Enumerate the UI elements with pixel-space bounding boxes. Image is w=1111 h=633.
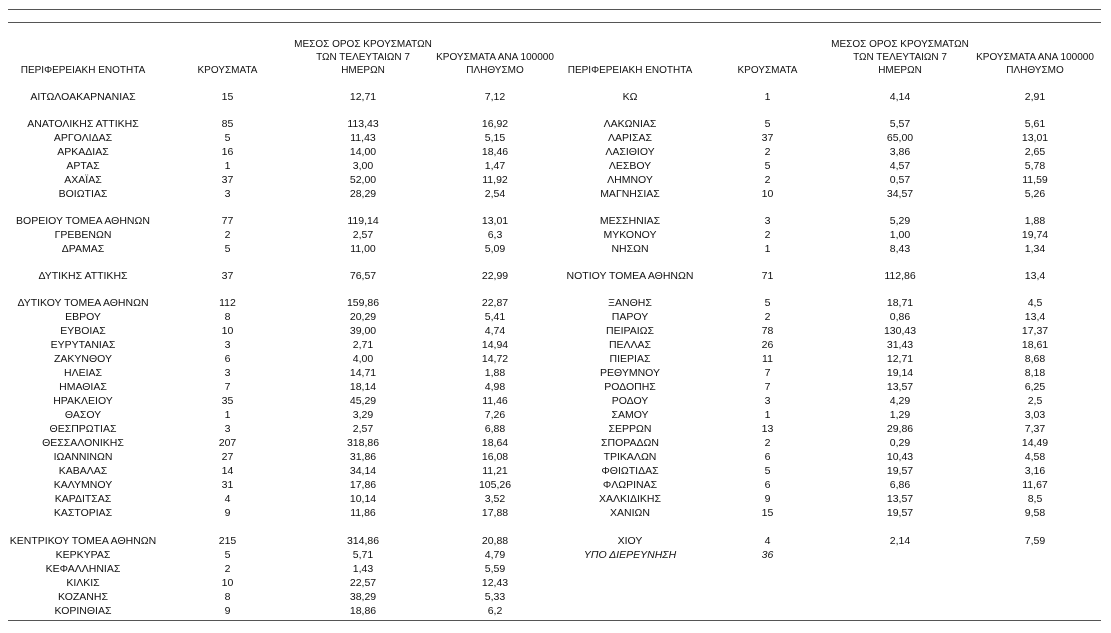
- table-cell-avg: 4,00: [352, 353, 374, 365]
- table-cell-name: ΥΠΟ ΔΙΕΡΕΥΝΗΣΗ: [583, 549, 677, 561]
- table-cell-per: 6,25: [1024, 381, 1046, 393]
- table-cell-name: ΜΕΣΣΗΝΙΑΣ: [599, 215, 661, 227]
- table-cell-avg: 31,86: [349, 451, 377, 463]
- table-cell-cases: 10: [221, 325, 234, 337]
- table-cell-avg: 18,14: [349, 381, 377, 393]
- table-cell-cases: 4: [764, 535, 771, 547]
- table-cell-name: ΕΥΒΟΙΑΣ: [60, 325, 106, 337]
- table-cell-avg: 130,43: [883, 325, 917, 337]
- table-cell-cases: 2: [764, 146, 771, 158]
- table-cell-cases: 4: [224, 493, 231, 505]
- table-cell-cases: 6: [224, 353, 231, 365]
- table-cell-cases: 5: [764, 118, 771, 130]
- table-cell-avg: 1,29: [889, 409, 911, 421]
- table-cell-per: 1,34: [1024, 243, 1046, 255]
- table-cell-cases: 10: [221, 577, 234, 589]
- table-cell-name: ΜΥΚΟΝΟΥ: [603, 229, 657, 241]
- table-cell-per: 8,68: [1024, 353, 1046, 365]
- table-cell-avg: 8,43: [889, 243, 911, 255]
- table-cell-name: ΑΝΑΤΟΛΙΚΗΣ ΑΤΤΙΚΗΣ: [27, 118, 139, 130]
- table-cell-avg: 52,00: [349, 174, 377, 186]
- table-cell-name: ΓΡΕΒΕΝΩΝ: [54, 229, 112, 241]
- table-cell-name: ΛΑΣΙΘΙΟΥ: [605, 146, 655, 158]
- table-cell-cases: 215: [218, 535, 237, 547]
- table-cell-per: 17,88: [481, 507, 509, 519]
- table-cell-cases: 9: [764, 493, 771, 505]
- table-cell-name: ΚΕΝΤΡΙΚΟΥ ΤΟΜΕΑ ΑΘΗΝΩΝ: [9, 535, 157, 547]
- table-cell-avg: 12,71: [349, 91, 377, 103]
- table-cell-per: 11,67: [1022, 479, 1048, 491]
- table-cell-cases: 5: [764, 465, 771, 477]
- table-cell-avg: 159,86: [346, 297, 380, 309]
- table-cell-per: 9,58: [1024, 507, 1046, 519]
- table-cell-cases: 1: [224, 160, 231, 172]
- table-cell-name: ΧΑΝΙΩΝ: [610, 507, 650, 519]
- table-cell-cases: 15: [761, 507, 774, 519]
- table-cell-avg: 2,57: [352, 229, 374, 241]
- table-cell-cases: 37: [761, 132, 774, 144]
- table-cell-per: 18,46: [481, 146, 509, 158]
- table-cell-avg: 5,71: [352, 549, 374, 561]
- table-cell-per: 3,52: [484, 493, 506, 505]
- table-cell-avg: 3,00: [352, 160, 374, 172]
- table-cell-avg: 17,86: [349, 479, 377, 491]
- table-cell-cases: 7: [764, 381, 771, 393]
- table-cell-name: ΑΧΑΪΑΣ: [64, 174, 102, 186]
- table-cell-avg: 113,43: [347, 118, 379, 130]
- table-cell-avg: 19,57: [886, 507, 914, 519]
- table-cell-avg: 19,14: [886, 367, 914, 379]
- table-cell-name: ΠΕΛΛΑΣ: [608, 339, 652, 351]
- table-cell-name: ΒΟΙΩΤΙΑΣ: [58, 188, 108, 200]
- table-cell-cases: 9: [224, 507, 231, 519]
- table-cell-cases: 85: [221, 118, 234, 130]
- table-cell-name: ΗΡΑΚΛΕΙΟΥ: [53, 395, 113, 407]
- table-cell-per: 6,88: [484, 423, 506, 435]
- table-cell-name: ΗΜΑΘΙΑΣ: [59, 381, 107, 393]
- table-cell-per: 13,4: [1024, 311, 1046, 323]
- table-cell-name: ΛΑΡΙΣΑΣ: [608, 132, 652, 144]
- table-cell-avg: 4,57: [889, 160, 911, 172]
- table-cell-per: 18,64: [481, 437, 509, 449]
- table-cell-cases: 27: [221, 451, 234, 463]
- table-cell-name: ΚΕΦΑΛΛΗΝΙΑΣ: [45, 563, 121, 575]
- table-cell-per: 11,21: [482, 465, 508, 477]
- table-cell-avg: 11,43: [350, 132, 376, 144]
- table-cell-cases: 2: [224, 563, 231, 575]
- table-cell-name: ΧΙΟΥ: [617, 535, 643, 547]
- table-cell-avg: 39,00: [349, 325, 377, 337]
- table-cell-avg: 45,29: [349, 395, 377, 407]
- table-cell-per: 6,2: [487, 605, 503, 617]
- table-cell-avg: 6,86: [889, 479, 911, 491]
- table-cell-per: 5,09: [484, 243, 506, 255]
- table-cell-per: 2,54: [484, 188, 506, 200]
- table-cell-avg: 11,00: [350, 243, 376, 255]
- table-cell-avg: 28,29: [349, 188, 377, 200]
- table-cell-avg: 11,86: [350, 507, 376, 519]
- table-cell-name: ΚΟΡΙΝΘΙΑΣ: [54, 605, 112, 617]
- table-cell-avg: 119,14: [347, 215, 379, 227]
- table-cell-name: ΔΥΤΙΚΗΣ ΑΤΤΙΚΗΣ: [38, 270, 128, 282]
- table-cell-name: ΣΠΟΡΑΔΩΝ: [601, 437, 659, 449]
- table-cell-avg: 1,00: [889, 229, 911, 241]
- table-cell-name: ΚΕΡΚΥΡΑΣ: [55, 549, 111, 561]
- table-cell-name: ΑΡΓΟΛΙΔΑΣ: [53, 132, 113, 144]
- table-cell-cases: 31: [221, 479, 234, 491]
- table-cell-cases: 36: [761, 549, 774, 561]
- table-cell-avg: 34,57: [886, 188, 914, 200]
- table-cell-name: ΡΟΔΟΥ: [611, 395, 649, 407]
- table-cell-name: ΣΑΜΟΥ: [611, 409, 649, 421]
- table-cell-avg: 38,29: [349, 591, 377, 603]
- table-cell-per: 5,41: [484, 311, 506, 323]
- table-cell-name: ΑΙΤΩΛΟΑΚΑΡΝΑΝΙΑΣ: [30, 91, 136, 103]
- table-cell-name: ΙΩΑΝΝΙΝΩΝ: [53, 451, 113, 463]
- table-cell-cases: 2: [764, 437, 771, 449]
- table-cell-avg: 18,86: [349, 605, 377, 617]
- table-cell-avg: 18,71: [886, 297, 914, 309]
- table-cell-avg: 1,43: [352, 563, 374, 575]
- table-cell-avg: 5,29: [889, 215, 911, 227]
- table-cell-cases: 1: [764, 243, 771, 255]
- table-cell-name: ΚΩ: [622, 91, 638, 103]
- table-cell-name: ΜΑΓΝΗΣΙΑΣ: [600, 188, 660, 200]
- table-cell-per: 14,94: [481, 339, 509, 351]
- table-cell-name: ΦΘΙΩΤΙΔΑΣ: [601, 465, 659, 477]
- table-cell-cases: 77: [221, 215, 234, 227]
- table-cell-cases: 2: [764, 311, 771, 323]
- table-cell-name: ΛΑΚΩΝΙΑΣ: [603, 118, 657, 130]
- table-cell-per: 7,59: [1024, 535, 1046, 547]
- table-cell-name: ΒΟΡΕΙΟΥ ΤΟΜΕΑ ΑΘΗΝΩΝ: [16, 215, 150, 227]
- table-cell-avg: 112,86: [884, 270, 916, 282]
- table-cell-avg: 13,57: [886, 381, 914, 393]
- table-cell-name: ΗΛΕΙΑΣ: [63, 367, 102, 379]
- table-cell-avg: 22,57: [349, 577, 377, 589]
- table-cell-cases: 15: [221, 91, 234, 103]
- table-cell-cases: 37: [221, 270, 234, 282]
- table-cell-cases: 3: [224, 339, 231, 351]
- table-cell-per: 8,5: [1027, 493, 1043, 505]
- table-cell-name: ΚΑΒΑΛΑΣ: [58, 465, 108, 477]
- table-cell-avg: 314,86: [346, 535, 380, 547]
- table-cell-name: ΠΕΙΡΑΙΩΣ: [606, 325, 654, 337]
- table-cell-cases: 7: [764, 367, 771, 379]
- table-cell-cases: 5: [224, 132, 231, 144]
- table-cell-cases: 3: [764, 395, 771, 407]
- table-cell-avg: 10,43: [886, 451, 914, 463]
- table-cell-cases: 2: [224, 229, 231, 241]
- table-cell-per: 5,61: [1024, 118, 1046, 130]
- table-cell-name: ΞΑΝΘΗΣ: [608, 297, 652, 309]
- table-cell-avg: 29,86: [886, 423, 914, 435]
- table-cell-per: 6,3: [487, 229, 503, 241]
- table-cell-per: 19,74: [1021, 229, 1049, 241]
- table-cell-per: 4,58: [1024, 451, 1046, 463]
- table-cell-avg: 4,29: [889, 395, 911, 407]
- table-cell-cases: 6: [764, 479, 771, 491]
- table-cell-cases: 71: [761, 270, 774, 282]
- table-cell-per: 1,88: [484, 367, 506, 379]
- header-region-right: ΠΕΡΙΦΕΡΕΙΑΚΗ ΕΝΟΤΗΤΑ: [567, 65, 693, 76]
- header-per100k-left: ΚΡΟΥΣΜΑΤΑ ΑΝΑ 100000 ΠΛΗΘΥΣΜΟ: [436, 52, 554, 76]
- table-cell-name: ΑΡΤΑΣ: [66, 160, 100, 172]
- table-cell-per: 13,4: [1024, 270, 1046, 282]
- table-cell-name: ΑΡΚΑΔΙΑΣ: [57, 146, 109, 158]
- table-cell-name: ΘΕΣΠΡΩΤΙΑΣ: [49, 423, 117, 435]
- table-cell-avg: 14,71: [349, 367, 377, 379]
- table-cell-cases: 13: [761, 423, 774, 435]
- table-cell-per: 22,99: [481, 270, 509, 282]
- table-cell-per: 1,47: [484, 160, 506, 172]
- table-cell-avg: 14,00: [349, 146, 377, 158]
- table-cell-per: 5,59: [484, 563, 506, 575]
- table-cell-cases: 3: [764, 215, 771, 227]
- table-cell-cases: 6: [764, 451, 771, 463]
- table-cell-per: 3,16: [1024, 465, 1046, 477]
- table-cell-cases: 207: [218, 437, 237, 449]
- table-cell-name: ΝΗΣΩΝ: [611, 243, 649, 255]
- table-cell-per: 105,26: [478, 479, 512, 491]
- table-cell-per: 7,37: [1024, 423, 1046, 435]
- table-cell-cases: 5: [764, 160, 771, 172]
- table-cell-avg: 0,29: [889, 437, 911, 449]
- table-cell-per: 7,26: [484, 409, 506, 421]
- table-cell-cases: 37: [221, 174, 234, 186]
- table-cell-per: 4,98: [484, 381, 506, 393]
- table-cell-cases: 2: [764, 174, 771, 186]
- table-cell-name: ΝΟΤΙΟΥ ΤΟΜΕΑ ΑΘΗΝΩΝ: [566, 270, 694, 282]
- table-cell-avg: 2,71: [352, 339, 374, 351]
- table-cell-cases: 10: [761, 188, 774, 200]
- table-cell-cases: 8: [224, 311, 231, 323]
- table-cell-per: 22,87: [481, 297, 509, 309]
- table-cell-per: 14,72: [481, 353, 509, 365]
- table-cell-avg: 0,86: [889, 311, 911, 323]
- table-cell-name: ΠΙΕΡΙΑΣ: [609, 353, 651, 365]
- table-cell-name: ΡΕΘΥΜΝΟΥ: [599, 367, 660, 379]
- table-cell-avg: 4,14: [889, 91, 911, 103]
- header-avg7-left: ΜΕΣΟΣ ΟΡΟΣ ΚΡΟΥΣΜΑΤΩΝ ΤΩΝ ΤΕΛΕΥΤΑΙΩΝ 7 ΗΜΕΡΩΝ: [294, 39, 432, 76]
- table-cell-cases: 5: [224, 549, 231, 561]
- table-cell-per: 12,43: [481, 577, 509, 589]
- table-cell-cases: 78: [761, 325, 774, 337]
- table-cell-avg: 318,86: [346, 437, 380, 449]
- table-cell-cases: 5: [764, 297, 771, 309]
- table-cell-avg: 3,29: [352, 409, 374, 421]
- table-cell-per: 5,78: [1024, 160, 1046, 172]
- header-per100k-right: ΚΡΟΥΣΜΑΤΑ ΑΝΑ 100000 ΠΛΗΘΥΣΜΟ: [976, 52, 1094, 76]
- table-cell-avg: 34,14: [349, 465, 377, 477]
- table-cell-cases: 3: [224, 188, 231, 200]
- table-cell-cases: 14: [221, 465, 234, 477]
- table-cell-name: ΧΑΛΚΙΔΙΚΗΣ: [599, 493, 661, 505]
- table-cell-per: 16,08: [481, 451, 509, 463]
- table-cell-cases: 7: [224, 381, 231, 393]
- table-cell-name: ΛΗΜΝΟΥ: [607, 174, 653, 186]
- table-cell-per: 13,01: [481, 215, 509, 227]
- table-cell-per: 8,18: [1024, 367, 1046, 379]
- bottom-rule: [8, 620, 1101, 621]
- table-cell-per: 2,5: [1027, 395, 1043, 407]
- table-cell-per: 20,88: [481, 535, 509, 547]
- table-cell-name: ΕΒΡΟΥ: [65, 311, 101, 323]
- table-cell-name: ΡΟΔΟΠΗΣ: [604, 381, 656, 393]
- table-cell-per: 4,79: [484, 549, 506, 561]
- table-cell-cases: 3: [224, 423, 231, 435]
- table-cell-name: ΘΑΣΟΥ: [64, 409, 102, 421]
- table-cell-avg: 0,57: [889, 174, 911, 186]
- table-cell-per: 18,61: [1021, 339, 1049, 351]
- table-cell-avg: 13,57: [886, 493, 914, 505]
- table-cell-per: 4,74: [484, 325, 506, 337]
- table-cell-avg: 2,14: [889, 535, 911, 547]
- table-cell-name: ΔΡΑΜΑΣ: [61, 243, 105, 255]
- table-cell-per: 11,92: [482, 174, 508, 186]
- header-avg7-right: ΜΕΣΟΣ ΟΡΟΣ ΚΡΟΥΣΜΑΤΩΝ ΤΩΝ ΤΕΛΕΥΤΑΙΩΝ 7 ΗΜΕΡΩΝ: [831, 39, 969, 76]
- table-cell-per: 14,49: [1021, 437, 1049, 449]
- table-cell-per: 7,12: [484, 91, 506, 103]
- table-cell-name: ΚΑΛΥΜΝΟΥ: [53, 479, 113, 491]
- table-cell-cases: 2: [764, 229, 771, 241]
- table-cell-name: ΘΕΣΣΑΛΟΝΙΚΗΣ: [42, 437, 124, 449]
- header-cases-left: ΚΡΟΥΣΜΑΤΑ: [197, 65, 258, 76]
- table-cell-name: ΤΡΙΚΑΛΩΝ: [603, 451, 657, 463]
- table-cell-avg: 20,29: [349, 311, 377, 323]
- header-top-rule: [8, 22, 1101, 23]
- table-cell-cases: 9: [224, 605, 231, 617]
- table-cell-avg: 76,57: [349, 270, 377, 282]
- table-cell-name: ΦΛΩΡΙΝΑΣ: [602, 479, 658, 491]
- table-cell-name: ΔΥΤΙΚΟΥ ΤΟΜΕΑ ΑΘΗΝΩΝ: [17, 297, 149, 309]
- table-cell-per: 17,37: [1021, 325, 1049, 337]
- table-cell-cases: 8: [224, 591, 231, 603]
- table-cell-per: 1,88: [1024, 215, 1046, 227]
- table-cell-avg: 65,00: [886, 132, 914, 144]
- table-cell-name: ΛΕΣΒΟΥ: [608, 160, 652, 172]
- table-cell-avg: 2,57: [352, 423, 374, 435]
- table-cell-per: 2,65: [1024, 146, 1046, 158]
- table-cell-name: ΖΑΚΥΝΘΟΥ: [53, 353, 112, 365]
- table-cell-cases: 1: [764, 91, 771, 103]
- table-cell-cases: 26: [761, 339, 774, 351]
- table-cell-per: 2,91: [1024, 91, 1046, 103]
- table-cell-cases: 112: [219, 297, 236, 309]
- header-region-left: ΠΕΡΙΦΕΡΕΙΑΚΗ ΕΝΟΤΗΤΑ: [20, 65, 146, 76]
- table-cell-per: 3,03: [1024, 409, 1046, 421]
- table-cell-avg: 10,14: [349, 493, 377, 505]
- table-cell-per: 5,15: [484, 132, 506, 144]
- top-rule: [8, 9, 1101, 10]
- table-cell-cases: 35: [221, 395, 234, 407]
- table-cell-per: 11,59: [1022, 174, 1048, 186]
- table-cell-name: ΚΑΡΔΙΤΣΑΣ: [54, 493, 112, 505]
- table-cell-per: 11,46: [482, 395, 508, 407]
- table-cell-cases: 3: [224, 367, 231, 379]
- table-cell-avg: 12,71: [886, 353, 914, 365]
- table-cell-name: ΚΙΛΚΙΣ: [66, 577, 100, 589]
- header-cases-right: ΚΡΟΥΣΜΑΤΑ: [737, 65, 798, 76]
- table-cell-avg: 5,57: [889, 118, 911, 130]
- table-cell-avg: 31,43: [886, 339, 914, 351]
- table-cell-cases: 5: [224, 243, 231, 255]
- table-cell-name: ΣΕΡΡΩΝ: [608, 423, 652, 435]
- table-cell-cases: 1: [764, 409, 771, 421]
- table-cell-name: ΕΥΡΥΤΑΝΙΑΣ: [50, 339, 116, 351]
- table-cell-name: ΚΑΣΤΟΡΙΑΣ: [53, 507, 113, 519]
- table-cell-avg: 19,57: [886, 465, 914, 477]
- table-cell-per: 5,26: [1024, 188, 1046, 200]
- table-cell-avg: 3,86: [889, 146, 911, 158]
- table-cell-cases: 16: [221, 146, 234, 158]
- table-cell-per: 13,01: [1021, 132, 1049, 144]
- table-cell-cases: 1: [224, 409, 231, 421]
- table-cell-per: 16,92: [481, 118, 509, 130]
- table-cell-cases: 11: [762, 353, 773, 365]
- table-cell-name: ΚΟΖΑΝΗΣ: [58, 591, 108, 603]
- table-cell-per: 4,5: [1027, 297, 1043, 309]
- table-cell-name: ΠΑΡΟΥ: [611, 311, 649, 323]
- table-cell-per: 5,33: [484, 591, 506, 603]
